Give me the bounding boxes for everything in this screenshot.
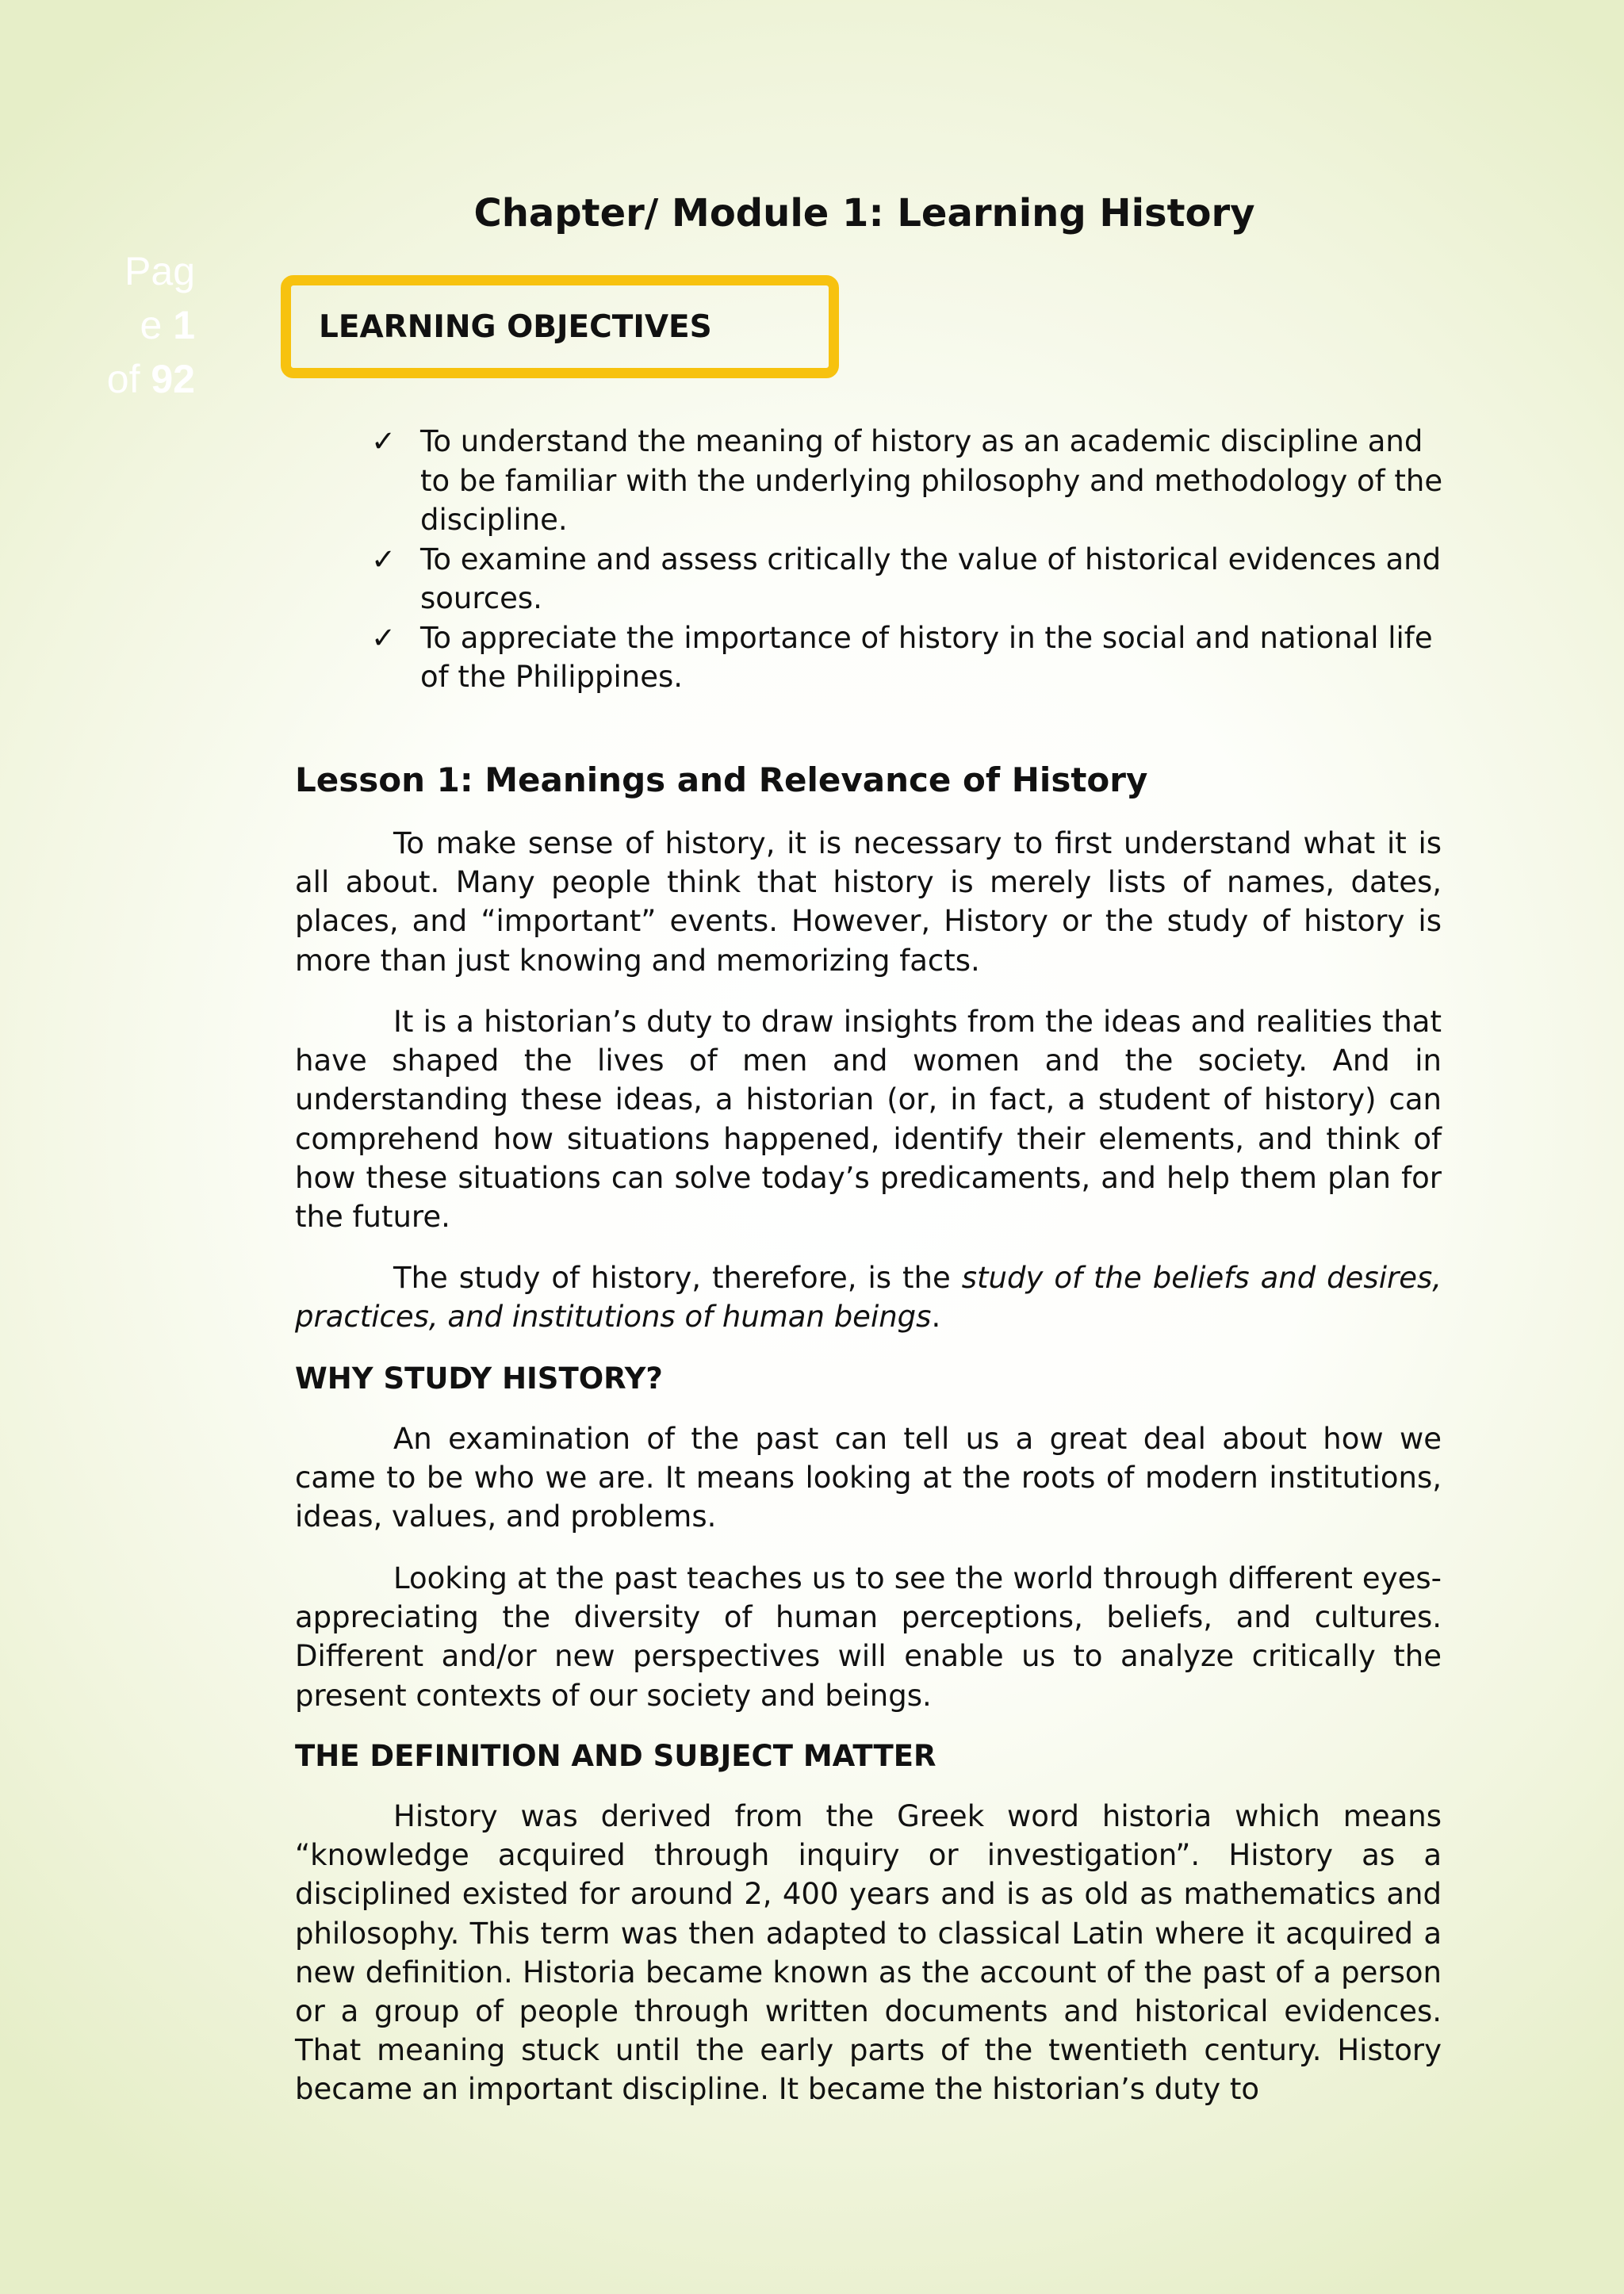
paragraph-historian-duty: It is a historian’s duty to draw insights from the ideas and realities that have shaped the lives of men and women and the society. And in understanding these ideas, a historian (or, in fact, a student of history) can comprehend how situations happened, identify their elements, and think of how these situations can solve today’s predicaments, and help them plan for the future. (295, 1005, 1442, 1235)
page-total: 92 (151, 357, 195, 401)
objective-text: To understand the meaning of history as an academic discipline and to be familiar with the underlying philosophy and methodology of the discipline. (420, 424, 1443, 537)
paragraph-intro: To make sense of history, it is necessary to first understand what it is all about. Many people think that history is merely lists of names, dates, places, and “important” events. However, History or the study of history is more than just knowing and memorizing facts. (295, 826, 1442, 978)
learning-objectives-title: LEARNING OBJECTIVES (319, 309, 712, 345)
paragraph-etymology: History was derived from the Greek word historia which means “knowledge acquired through inquiry or investigation”. History as a disciplined existed for around 2, 400 years and is as old as mathematics and philosophy. This term was then adapted to classical Latin where it acquired a new definition. Historia became known as the account of the past of a person or a group of people through written documents and historical evidences. That meaning stuck until the early parts of the twentieth century. History became an important discipline. It became the historian’s duty to (295, 1799, 1442, 2107)
page-indicator-line2 (63, 298, 195, 352)
chapter-title: Chapter/ Module 1: Learning History (473, 191, 1255, 236)
checkmark-icon: ✓ (371, 424, 396, 458)
checkmark-icon: ✓ (371, 542, 396, 576)
paragraph-study-definition (295, 1258, 1442, 1336)
heading-definition-subject-matter: THE DEFINITION AND SUBJECT MATTER (295, 1739, 936, 1773)
page-number: 1 (173, 303, 195, 347)
page-indicator-line3 (63, 352, 195, 406)
page-indicator-of: of (106, 357, 151, 401)
objective-text: To examine and assess critically the value of historical evidences and sources. (420, 542, 1442, 615)
page-indicator (63, 244, 195, 406)
paragraph-examination: An examination of the past can tell us a great deal about how we came to be who we are. It means looking at the roots of modern institutions, ideas, values, and problems. (295, 1422, 1442, 1534)
page-indicator-prefix: e (140, 303, 174, 347)
objective-item (371, 422, 1450, 540)
paragraph-study-definition-end: . (931, 1300, 941, 1335)
lesson-title: Lesson 1: Meanings and Relevance of History (295, 760, 1148, 799)
objective-item (371, 618, 1450, 697)
heading-why-study-history: WHY STUDY HISTORY? (295, 1361, 663, 1396)
page-indicator-line1: Pag (124, 249, 195, 293)
objective-item (371, 540, 1450, 618)
paragraph-looking-past: Looking at the past teaches us to see the world through different eyes-appreciating the diversity of human perceptions, beliefs, and cultures. Different and/or new perspectives will enable us to analyze critically the present contexts of our society and beings. (295, 1561, 1442, 1713)
paragraph-study-definition-emphasis: study of the beliefs and desires, practices, and institutions of human beings (295, 1261, 1442, 1335)
checkmark-icon: ✓ (371, 620, 396, 655)
objective-text: To appreciate the importance of history in the social and national life of the Philippines. (420, 620, 1433, 694)
paragraph-study-definition-start: The study of history, therefore, is the (393, 1261, 962, 1295)
objectives-list (371, 422, 1450, 697)
